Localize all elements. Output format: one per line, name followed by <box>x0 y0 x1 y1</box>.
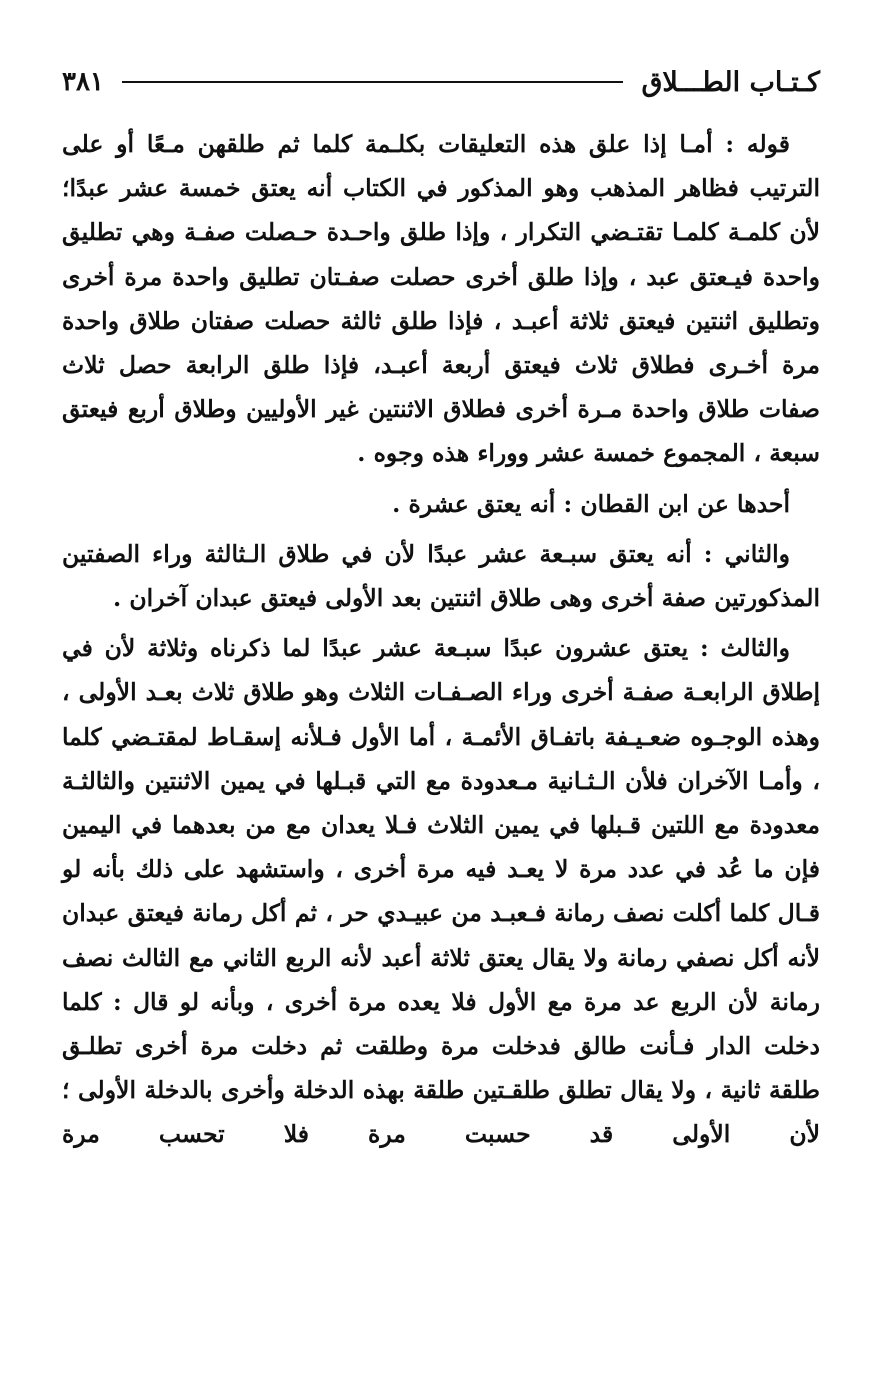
book-page <box>62 60 820 1157</box>
paragraph-second-view: والثاني : أنه يعتق سبـعة عشر عبدًا لأن في طلاق الـثالثة وراء الصفتين المذكورتين صفة أخرى وهى طلاق اثنتين بعد الأولى فيعتق عبدان آخران . <box>62 539 820 613</box>
paragraph-first-view: أحدها عن ابن القطان : أنه يعتق عشرة . <box>392 489 790 518</box>
paragraph-third-view: والثالث : يعتق عشرون عبدًا سبـعة عشر عبدًا لما ذكرناه وثلاثة لأن في إطلاق الرابعـة صفـة أخرى وراء الصـفـات الثلاث وهو طلاق ثلاث بعـد الأولى ، وهذه الوجـوه ضعـيـفة باتفـاق الأئمـة ، أما الأول فـلأنه إسقـاط لمقتـضي كلما ، وأمـا الآخران فلأن الـثـانية مـعدودة مع التي قبـلها في يمين الاثنتين والثالثـة معدودة مع اللتين قـبلها في يمين الثلاث فـلا يعدان مع من بعدهما في اليمين فإن ما عُد في عدد مرة لا يعـد فيه مرة أخرى ، واستشهد على ذلك بأنه لو قـال كلما أكلت نصف رمانة فـعبـد من عبيـدي حر ، ثم أكل رمانة فيعتق عبدان لأنه أكل نصفي رمانة ولا يقال يعتق ثلاثة أعبد لأنه الربع الثاني مع الثالث نصف رمانة لأن الربع عد مرة مع الأول فلا يعده مرة أخرى ، وبأنه لو قال : كلما دخلت الدار فـأنت طالق فدخلت مرة وطلقت ثم دخلت مرة أخرى تطلـق طلقة ثانية ، ولا يقال تطلق طلقـتين طلقة بهذه الدخلة وأخرى بالدخلة الأولى ؛ لأن الأولى قد حسبت مرة فلا تحسب مرة <box>62 634 820 1149</box>
page-body <box>62 122 820 1157</box>
page-number: ٣٨١ <box>62 67 104 97</box>
chapter-title: كـتـاب الطـــلاق <box>641 66 820 98</box>
header-divider-line <box>122 81 624 83</box>
paragraph-main-statement: قوله : أمـا إذا علق هذه التعليقات بكلـمة كلما ثم طلقهن مـعًا أو على الترتيب فظاهر المذهب وهو المذكور في الكتاب أنه يعتق خمسة عشر عبدًا؛ لأن كلمـة كلمـا تقتـضي التكرار ، وإذا طلق واحـدة حـصلت صفـة وهي تطليق واحدة فيـعتق عبد ، وإذا طلق أخرى حصلت صفـتان تطليق واحدة مرة أخرى وتطليق اثنتين فيعتق ثلاثة أعبـد ، فإذا طلق ثالثة حصلت صفتان طلاق واحدة مرة أخـرى فطلاق ثلاث فيعتق أربعة أعبـد، فإذا طلق الرابعة حصل ثلاث صفات طلاق واحدة مـرة أخرى فطلاق الاثنتين غير الأوليين وطلاق أربع فيعتق سبعة ، المجموع خمسة عشر ووراء هذه وجوه . <box>62 130 820 468</box>
running-header <box>62 60 820 104</box>
